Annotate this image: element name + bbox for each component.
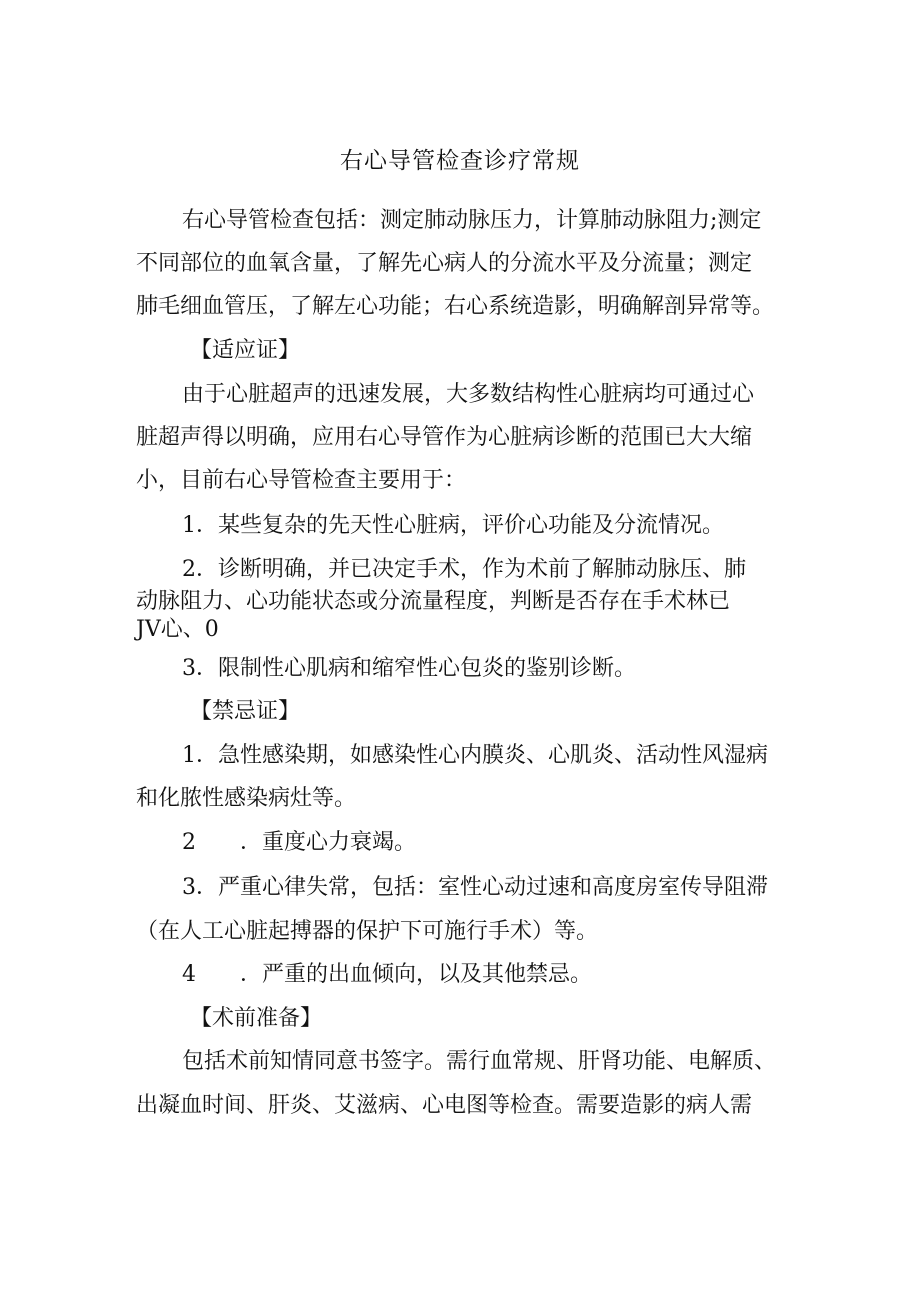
list-item: 3．限制性心肌病和缩窄性心包炎的鉴别诊断。 <box>182 656 636 681</box>
list-item: 2 ．重度心力衰竭。 <box>182 830 416 855</box>
paragraph-line: 动脉阻力、心功能状态或分流量程度，判断是否存在手术林已 <box>136 589 731 614</box>
paragraph-line: 小，目前右心导管检查主要用于： <box>136 468 467 493</box>
list-item: 4 ．严重的出血倾向，以及其他禁忌。 <box>182 962 592 987</box>
paragraph-line: 包括术前知情同意书签字。需行血常规、肝肾功能、电解质、 <box>182 1049 777 1074</box>
section-heading-preparation: 【术前准备】 <box>190 1006 323 1031</box>
paragraph-line: JV心、0 <box>136 617 219 642</box>
paragraph-line: 由于心脏超声的迅速发展，大多数结构性心脏病均可通过心 <box>182 382 755 407</box>
list-item: 1．某些复杂的先天性心脏病，评价心功能及分流情况。 <box>182 513 724 538</box>
paragraph-line: 出凝血时间、肝炎、艾滋病、心电图等检查。需要造影的病人需 <box>136 1093 753 1118</box>
paragraph-line: 和化脓性感染病灶等。 <box>136 786 357 811</box>
document-title: 右心导管检查诊疗常规 <box>340 148 580 174</box>
section-heading-indications: 【适应证】 <box>190 338 301 363</box>
section-heading-contraindications: 【禁忌证】 <box>190 699 301 724</box>
list-item: 2．诊断明确，并已决定手术，作为术前了解肺动脉压、肺 <box>182 557 746 582</box>
paragraph-line: 脏超声得以明确，应用右心导管作为心脏病诊断的范围已大大缩 <box>136 425 753 450</box>
paragraph-line: 右心导管检查包括：测定肺动脉压力，计算肺动脉阻力;测定 <box>182 208 762 233</box>
list-item: 3．严重心律失常，包括：室性心动过速和高度房室传导阻滞 <box>182 875 768 900</box>
list-item: 1．急性感染期，如感染性心内膜炎、心肌炎、活动性风湿病 <box>182 743 768 768</box>
paragraph-line: 不同部位的血氧含量，了解先心病人的分流水平及分流量；测定 <box>136 251 753 276</box>
paragraph-line: 肺毛细血管压，了解左心功能；右心系统造影，明确解剖异常等。 <box>136 294 775 319</box>
paragraph-line: （在人工心脏起搏器的保护下可施行手术）等。 <box>136 919 599 944</box>
